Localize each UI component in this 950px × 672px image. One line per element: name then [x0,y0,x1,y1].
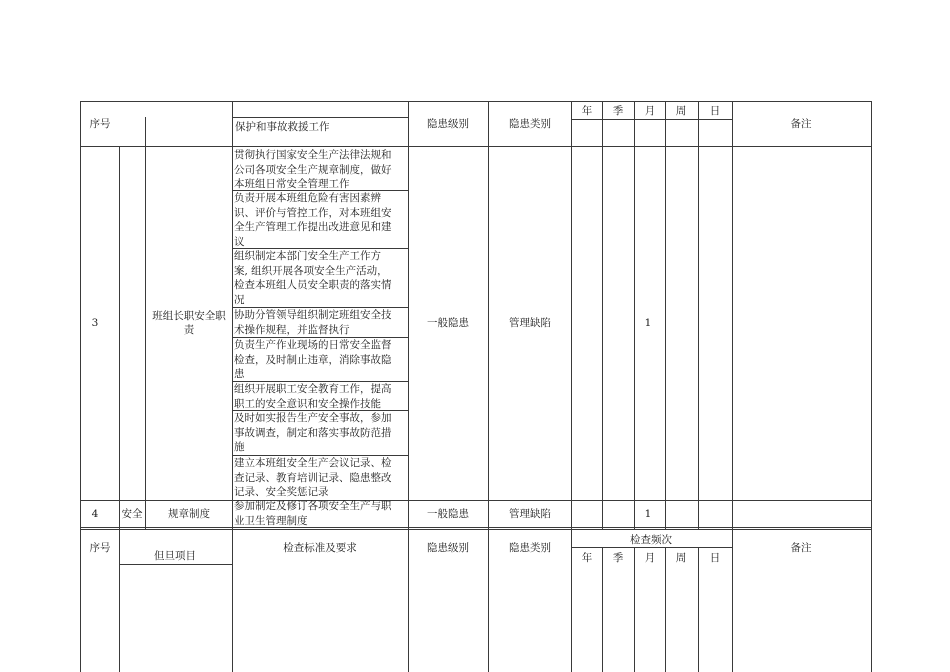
seq-divider [119,146,120,529]
header-level: 隐患级别 [427,118,469,130]
category-divider [571,101,572,672]
bottom-header-category: 隐患类别 [509,542,551,554]
month-divider [665,101,666,529]
day-divider [732,101,733,672]
bottom-header-seq: 序号 [89,542,111,554]
row3-standard-7: 及时如实报告生产安全事故，参加 事故调查，制定和落实事故防范措 施 [234,412,392,453]
row3-standard-6: 组织开展职工安全教育工作，提高 职工的安全意识和安全操作技能 [234,383,392,410]
row3-standard-2: 负责开展本班组危险有害因素辨 识、评价与管控工作，对本班组安 全生产管理工作提出改进意见和建 议 [234,192,392,248]
bottom-seq-divider [119,529,120,672]
header-freq-week: 周 [675,105,687,117]
row3-bottom-border [80,500,871,501]
row4-month-count: 1 [644,508,652,520]
item-divider [232,101,233,672]
row4-seq: 4 [91,508,99,520]
row4-sub1: 安全 [121,508,143,520]
bottom-freq-divider [571,547,732,548]
row3-level: 一般隐患 [427,317,469,329]
header-freq-year: 年 [581,105,593,117]
header-seq: 序号 [89,118,111,130]
row4-category: 管理缺陷 [509,508,551,520]
row3-seq: 3 [91,317,99,329]
table-top-border [80,101,871,102]
bottom-header-freq-week: 周 [675,552,687,564]
header-standard-tail: 保护和事故救援工作 [235,121,330,133]
season-divider [634,101,635,529]
sub-divider [145,117,146,529]
bottom-header-freq-day: 日 [709,552,721,564]
bottom-week-divider [698,547,699,672]
row3-standard-4: 协助分管领导组织制定班组安全技 术操作规程，并监督执行 [234,309,392,336]
bottom-header-freq-year: 年 [581,552,593,564]
bottom-header-standard: 检查标准及要求 [283,542,357,554]
row3-item-line2: 责 [183,324,195,336]
bottom-header-level: 隐患级别 [427,542,469,554]
bottom-header-item: 但旦项目 [154,550,196,562]
row3-standard-3: 组织制定本部门安全生产工作方 案, 组织开展各项安全生产活动， 检查本班组人员安全职责的落实情 况 [234,250,392,306]
right-border [871,101,872,672]
header-freq-month: 月 [644,105,656,117]
header-category: 隐患类别 [509,118,551,130]
standard-divider [408,101,409,672]
level-divider [488,101,489,672]
bottom-header-freq-month: 月 [644,552,656,564]
header-remark: 备注 [790,118,812,130]
row3-month-count: 1 [644,317,652,329]
header-freq-season: 季 [612,105,624,117]
bottom-item-divider [119,564,232,565]
row4-bottom-border-2 [80,529,871,530]
row3-standard-1: 贯彻执行国家安全生产法律法规和 公司各项安全生产规章制度，做好 本班组日常安全管理工作 [234,149,392,190]
bottom-header-freq-season: 季 [612,552,624,564]
bottom-year-divider [602,547,603,672]
row4-sub2: 规章制度 [168,508,210,520]
bottom-header-freq-group: 检查频次 [630,534,672,546]
row3-standard-5: 负责生产作业现场的日常安全监督 检查，及时制止违章，消除事故隐 患 [234,339,392,380]
year-divider [602,101,603,529]
row4-standard: 参加制定及修订各项安全生产与职 业卫生管理制度 [234,500,392,527]
row3-category: 管理缺陷 [509,317,551,329]
header-bottom-border [80,146,871,147]
bottom-header-remark: 备注 [790,542,812,554]
row4-level: 一般隐患 [427,508,469,520]
left-border [80,101,81,672]
row3-item-line1: 班组长职安全职 [152,310,226,322]
week-divider [698,101,699,529]
header-standard-divider [232,117,408,118]
bottom-season-divider [634,547,635,672]
header-freq-day: 日 [709,105,721,117]
row4-bottom-border [80,527,871,528]
header-freq-divider [571,119,732,120]
bottom-month-divider [665,547,666,672]
row3-standard-8: 建立本班组安全生产会议记录、检 查记录、教育培训记录、隐患整改 记录、安全奖惩记录 [234,457,392,498]
